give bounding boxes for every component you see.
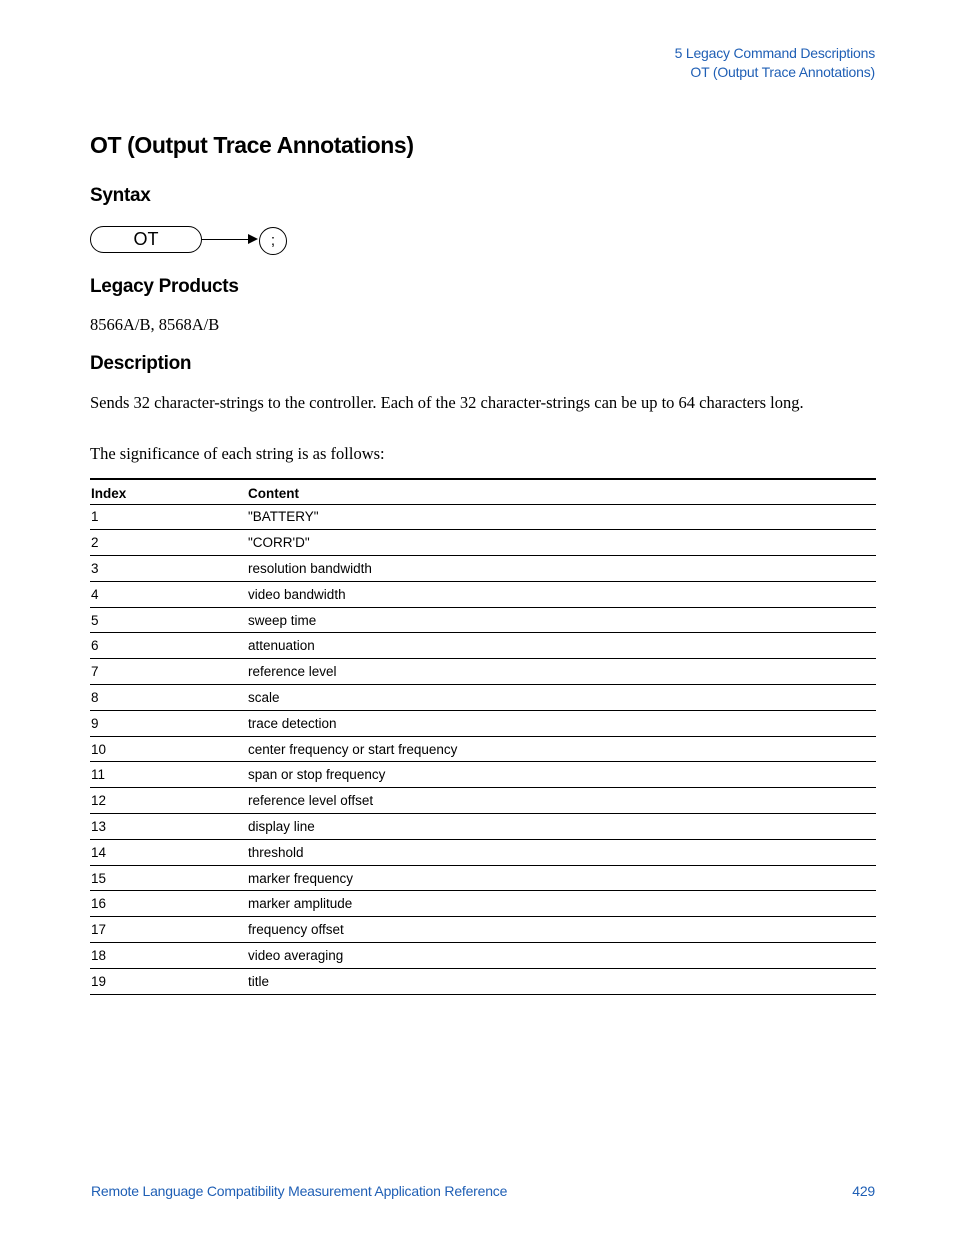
column-header-content: Content xyxy=(247,479,876,504)
header-chapter: 5 Legacy Command Descriptions xyxy=(674,45,875,61)
cell-content: trace detection xyxy=(247,710,876,736)
cell-content: frequency offset xyxy=(247,917,876,943)
cell-content: video averaging xyxy=(247,943,876,969)
terminator-symbol: ; xyxy=(259,227,287,255)
legacy-products-text: 8566A/B, 8568A/B xyxy=(90,315,220,334)
page-number: 429 xyxy=(852,1183,875,1199)
table-row xyxy=(90,607,876,633)
description-heading: Description xyxy=(90,353,192,374)
table-row xyxy=(90,633,876,659)
cell-content: attenuation xyxy=(247,633,876,659)
cell-index: 1 xyxy=(90,504,247,530)
legacy-products-heading: Legacy Products xyxy=(90,276,239,297)
syntax-heading: Syntax xyxy=(90,185,151,206)
table-row xyxy=(90,814,876,840)
cell-content: "CORR'D" xyxy=(247,530,876,556)
cell-index: 5 xyxy=(90,607,247,633)
table-row xyxy=(90,891,876,917)
cell-index: 11 xyxy=(90,762,247,788)
table-header-row xyxy=(90,479,876,504)
header-section: OT (Output Trace Annotations) xyxy=(690,64,875,80)
table-row xyxy=(90,710,876,736)
table-row xyxy=(90,788,876,814)
table-row xyxy=(90,504,876,530)
cell-index: 9 xyxy=(90,710,247,736)
table-row xyxy=(90,685,876,711)
table-row xyxy=(90,581,876,607)
table-row xyxy=(90,659,876,685)
table-row xyxy=(90,556,876,582)
cell-content: scale xyxy=(247,685,876,711)
cell-index: 10 xyxy=(90,736,247,762)
cell-content: sweep time xyxy=(247,607,876,633)
table-row xyxy=(90,943,876,969)
cell-content: center frequency or start frequency xyxy=(247,736,876,762)
connector-line xyxy=(202,239,248,240)
description-intro: The significance of each string is as follows: xyxy=(90,444,385,463)
table-row xyxy=(90,865,876,891)
column-header-index: Index xyxy=(90,479,247,504)
cell-content: span or stop frequency xyxy=(247,762,876,788)
cell-content: video bandwidth xyxy=(247,581,876,607)
cell-index: 6 xyxy=(90,633,247,659)
page-title: OT (Output Trace Annotations) xyxy=(90,132,414,158)
cell-index: 2 xyxy=(90,530,247,556)
running-header xyxy=(675,44,875,82)
cell-content: resolution bandwidth xyxy=(247,556,876,582)
cell-index: 8 xyxy=(90,685,247,711)
description-paragraph: Sends 32 character-strings to the controller. Each of the 32 character-strings can be up to 64 characters long. xyxy=(90,393,804,412)
cell-content: threshold xyxy=(247,839,876,865)
table-row xyxy=(90,530,876,556)
cell-index: 18 xyxy=(90,943,247,969)
command-keyword: OT xyxy=(90,226,202,253)
table-row xyxy=(90,968,876,994)
cell-index: 3 xyxy=(90,556,247,582)
page-footer xyxy=(91,1183,875,1199)
cell-content: title xyxy=(247,968,876,994)
cell-index: 4 xyxy=(90,581,247,607)
cell-content: reference level offset xyxy=(247,788,876,814)
arrow-icon xyxy=(248,234,258,244)
cell-index: 14 xyxy=(90,839,247,865)
cell-index: 13 xyxy=(90,814,247,840)
cell-index: 15 xyxy=(90,865,247,891)
cell-content: marker frequency xyxy=(247,865,876,891)
cell-index: 16 xyxy=(90,891,247,917)
footer-doc-title: Remote Language Compatibility Measurement Application Reference xyxy=(91,1183,508,1199)
table-row xyxy=(90,839,876,865)
cell-index: 12 xyxy=(90,788,247,814)
cell-content: display line xyxy=(247,814,876,840)
cell-content: reference level xyxy=(247,659,876,685)
syntax-diagram xyxy=(90,226,290,256)
cell-content: marker amplitude xyxy=(247,891,876,917)
table-row xyxy=(90,736,876,762)
cell-content: "BATTERY" xyxy=(247,504,876,530)
annotation-table xyxy=(90,478,876,995)
cell-index: 17 xyxy=(90,917,247,943)
table-row xyxy=(90,762,876,788)
cell-index: 19 xyxy=(90,968,247,994)
table-row xyxy=(90,917,876,943)
cell-index: 7 xyxy=(90,659,247,685)
